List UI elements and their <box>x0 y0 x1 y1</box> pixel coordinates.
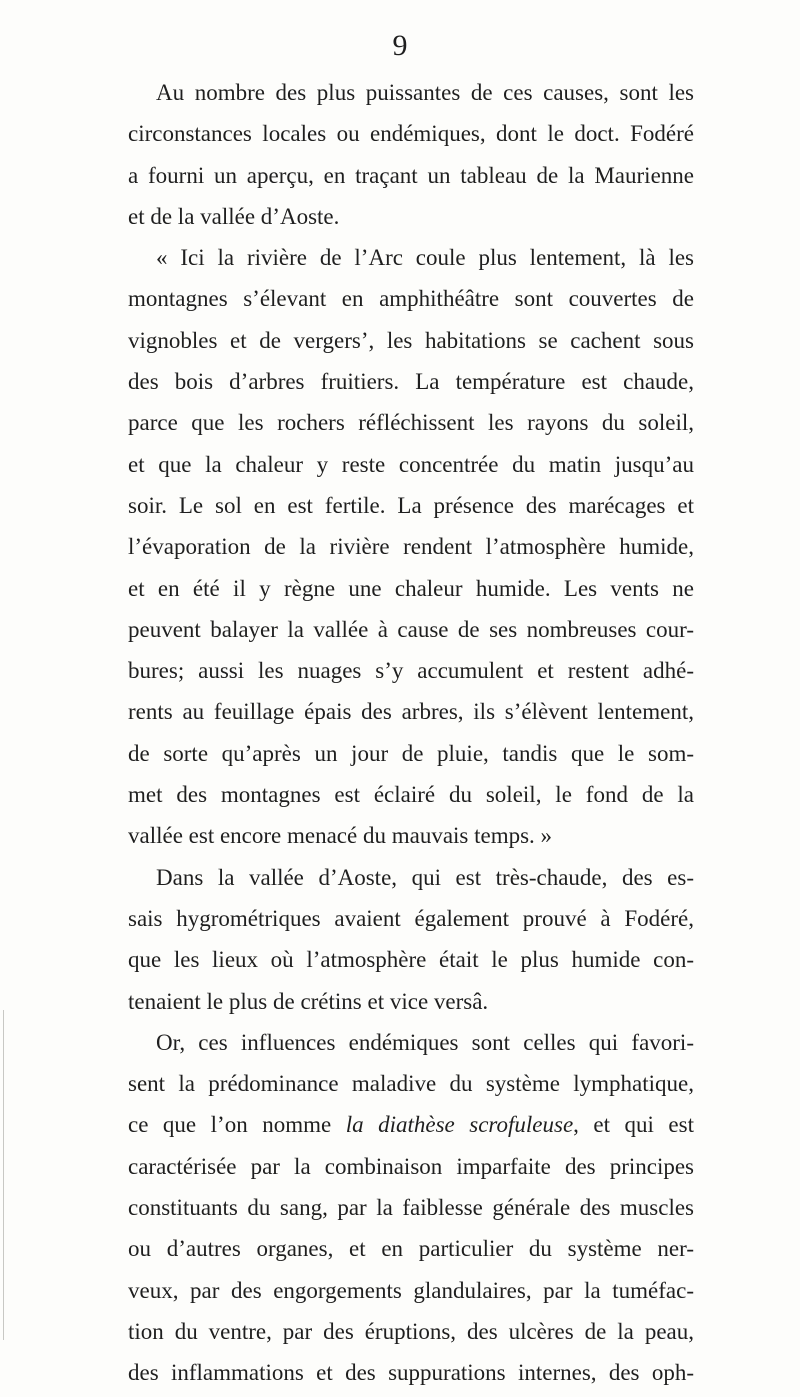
text-line: « Ici la rivière de l’Arc coule plus lentement, là les <box>156 245 694 271</box>
page-edge-shadow <box>3 1010 4 1340</box>
text-line: peuvent balayer la vallée à cause de ses nombreuses cour- <box>128 616 694 642</box>
text-line: bures; aussi les nuages s’y accumulent et restent adhé- <box>128 658 694 684</box>
text-line: Or, ces influences endémiques sont celles qui favori- <box>156 1029 694 1055</box>
text-line: sais hygrométriques avaient également prouvé à Fodéré, <box>128 905 694 931</box>
text-line: constituants du sang, par la faiblesse générale des muscles <box>128 1195 694 1221</box>
text-line: et que la chaleur y reste concentrée du matin jusqu’au <box>128 451 694 477</box>
page-number: 9 <box>392 29 408 62</box>
text-line: caractérisée par la combinaison imparfaite des principes <box>128 1153 694 1179</box>
text-line: ou d’autres organes, et en particulier du système ner- <box>128 1236 694 1262</box>
text-line: montagnes s’élevant en amphithéâtre sont couvertes de <box>128 286 694 312</box>
text-line: des inflammations et des suppurations internes, des oph- <box>128 1360 694 1386</box>
text-line: sent la prédominance maladive du système lymphatique, <box>128 1071 694 1097</box>
body-text <box>128 72 694 1394</box>
text-line: et en été il y règne une chaleur humide. Les vents ne <box>128 575 694 601</box>
text-line: soir. Le sol en est fertile. La présence des marécages et <box>128 492 694 518</box>
text-line: veux, par des engorgements glandulaires, par la tuméfac- <box>128 1277 694 1303</box>
italic-term: la diathèse scrofuleuse <box>345 1112 574 1138</box>
text-line: que les lieux où l’atmosphère était le plus humide con- <box>128 947 694 973</box>
text-line: circonstances locales ou endémiques, dont le doct. Fodéré <box>128 121 694 147</box>
text-line: tion du ventre, par des éruptions, des ulcères de la peau, <box>128 1318 694 1344</box>
text-line: des bois d’arbres fruitiers. La température est chaude, <box>128 369 694 395</box>
text-line: tenaient le plus de crétins et vice versâ. <box>128 988 489 1014</box>
text-line: parce que les rochers réfléchissent les rayons du soleil, <box>128 410 694 436</box>
text-line: rents au feuillage épais des arbres, ils s’élèvent lentement, <box>128 699 694 725</box>
text-line: l’évaporation de la rivière rendent l’atmosphère humide, <box>128 534 694 560</box>
text-line: de sorte qu’après un jour de pluie, tandis que le som- <box>128 740 694 766</box>
text-line-with-italic: ce que l’on nomme la diathèse scrofuleuse, et qui est <box>128 1112 694 1138</box>
text-line: vignobles et de vergers’, les habitations se cachent sous <box>128 327 694 353</box>
text-line: Au nombre des plus puissantes de ces causes, sont les <box>156 80 694 105</box>
text-line: a fourni un aperçu, en traçant un tableau de la Maurienne <box>128 162 694 188</box>
text-line: et de la vallée d’Aoste. <box>128 203 340 229</box>
text-line: vallée est encore menacé du mauvais temps. » <box>128 823 553 849</box>
text-line: met des montagnes est éclairé du soleil, le fond de la <box>128 782 694 808</box>
text-line: Dans la vallée d’Aoste, qui est très-chaude, des es- <box>156 864 694 890</box>
